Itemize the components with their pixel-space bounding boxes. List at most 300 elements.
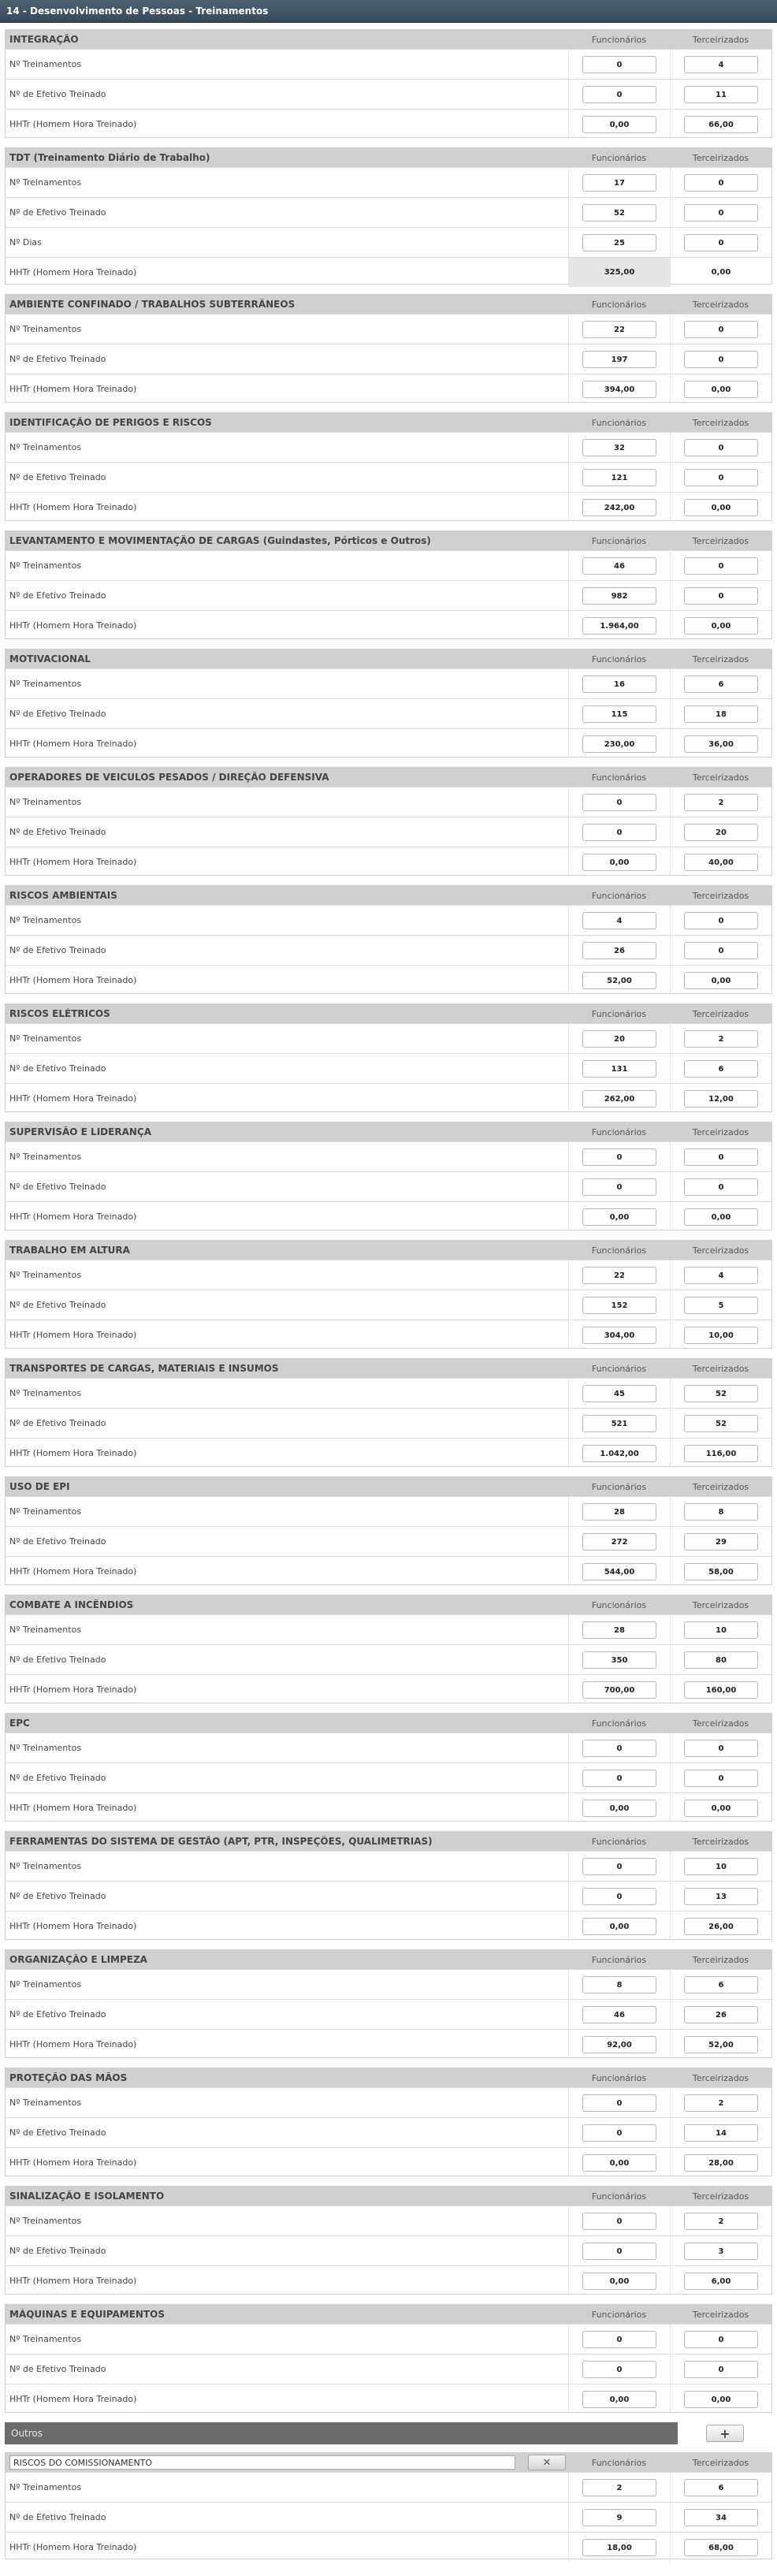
terceirizados-input[interactable]: 0 bbox=[684, 1740, 758, 1757]
funcionarios-cell bbox=[568, 611, 670, 640]
funcionarios-input[interactable]: 0 bbox=[582, 2094, 656, 2112]
terceirizados-input[interactable]: 68,00 bbox=[684, 2539, 758, 2556]
column-header-funcionarios: Funcionários bbox=[591, 152, 647, 163]
terceirizados-input[interactable]: 66,00 bbox=[684, 116, 758, 133]
column-header-funcionarios: Funcionários bbox=[591, 1718, 647, 1729]
terceirizados-cell bbox=[670, 787, 771, 817]
table-row bbox=[6, 1023, 771, 1053]
terceirizados-input[interactable]: 26,00 bbox=[684, 1918, 758, 1935]
funcionarios-input[interactable]: 1.042,00 bbox=[582, 1445, 656, 1462]
section-header bbox=[6, 30, 771, 49]
custom-rows bbox=[6, 2472, 771, 2562]
terceirizados-input[interactable]: 80 bbox=[684, 1651, 758, 1669]
funcionarios-cell bbox=[568, 2503, 670, 2532]
terceirizados-input[interactable]: 10 bbox=[684, 1858, 758, 1875]
table-row bbox=[6, 1408, 771, 1438]
terceirizados-cell bbox=[670, 50, 771, 79]
column-header-terceirizados: Terceirizados bbox=[692, 772, 749, 783]
funcionarios-cell bbox=[568, 2088, 670, 2117]
section-title: RISCOS AMBIENTAIS bbox=[9, 890, 117, 901]
section-header bbox=[6, 1122, 771, 1141]
funcionarios-input[interactable]: 0 bbox=[582, 1178, 656, 1196]
column-header-terceirizados: Terceirizados bbox=[692, 653, 749, 664]
terceirizados-input[interactable]: 40,00 bbox=[684, 854, 758, 871]
funcionarios-input[interactable]: 0,00 bbox=[582, 2391, 656, 2408]
funcionarios-input[interactable]: 700,00 bbox=[582, 1681, 656, 1699]
funcionarios-input[interactable]: 272 bbox=[582, 1533, 656, 1550]
terceirizados-input[interactable]: 18 bbox=[684, 705, 758, 723]
terceirizados-cell bbox=[670, 669, 771, 698]
terceirizados-input[interactable]: 26 bbox=[684, 2006, 758, 2023]
terceirizados-cell bbox=[670, 1320, 771, 1349]
funcionarios-input[interactable]: 22 bbox=[582, 321, 656, 338]
funcionarios-input[interactable]: 26 bbox=[582, 942, 656, 959]
table-row bbox=[6, 2029, 771, 2059]
terceirizados-input[interactable]: 0 bbox=[684, 557, 758, 575]
funcionarios-input[interactable]: 0 bbox=[582, 2124, 656, 2142]
funcionarios-input[interactable]: 350 bbox=[582, 1651, 656, 1669]
funcionarios-input[interactable]: 0 bbox=[582, 1148, 656, 1166]
terceirizados-cell bbox=[670, 463, 771, 492]
section-title: TRANSPORTES DE CARGAS, MATERIAIS E INSUMOS bbox=[9, 1363, 279, 1374]
terceirizados-input[interactable]: 20 bbox=[684, 824, 758, 841]
table-row bbox=[6, 2472, 771, 2502]
section-title: SUPERVISÃO E LIDERANÇA bbox=[9, 1126, 151, 1137]
funcionarios-input[interactable]: 0,00 bbox=[582, 1918, 656, 1935]
row-label: HHTr (Homem Hora Treinado) bbox=[9, 2542, 137, 2552]
funcionarios-cell bbox=[568, 2236, 670, 2265]
row-label: HHTr (Homem Hora Treinado) bbox=[9, 2394, 137, 2404]
funcionarios-input[interactable]: 28 bbox=[582, 1621, 656, 1639]
funcionarios-input[interactable]: 242,00 bbox=[582, 499, 656, 516]
training-section bbox=[5, 530, 772, 639]
funcionarios-cell bbox=[568, 1054, 670, 1083]
funcionarios-input[interactable]: 0,00 bbox=[582, 2273, 656, 2290]
terceirizados-input[interactable]: 52,00 bbox=[684, 2036, 758, 2053]
terceirizados-input[interactable]: 0 bbox=[684, 469, 758, 486]
funcionarios-input[interactable]: 121 bbox=[582, 469, 656, 486]
funcionarios-input[interactable]: 521 bbox=[582, 1415, 656, 1432]
terceirizados-input[interactable]: 0 bbox=[684, 321, 758, 338]
funcionarios-cell bbox=[568, 1142, 670, 1171]
funcionarios-input[interactable]: 197 bbox=[582, 351, 656, 368]
terceirizados-input[interactable]: 0 bbox=[684, 1770, 758, 1787]
terceirizados-input[interactable]: 10 bbox=[684, 1621, 758, 1639]
row-label: Nº de Efetivo Treinado bbox=[9, 1773, 106, 1783]
funcionarios-input[interactable]: 0 bbox=[582, 824, 656, 841]
terceirizados-input[interactable]: 160,00 bbox=[684, 1681, 758, 1699]
table-row bbox=[6, 1201, 771, 1231]
table-row bbox=[6, 109, 771, 139]
section-header bbox=[6, 1241, 771, 1260]
terceirizados-input[interactable]: 13 bbox=[684, 1888, 758, 1905]
table-row bbox=[6, 935, 771, 965]
terceirizados-input[interactable]: 34 bbox=[684, 2509, 758, 2526]
terceirizados-cell bbox=[670, 1172, 771, 1201]
column-header-terceirizados: Terceirizados bbox=[692, 2309, 749, 2320]
section-title: TDT (Treinamento Diário de Trabalho) bbox=[9, 152, 210, 163]
terceirizados-input[interactable]: 2 bbox=[684, 2094, 758, 2112]
funcionarios-cell bbox=[568, 1527, 670, 1556]
funcionarios-input[interactable]: 0 bbox=[582, 2213, 656, 2230]
funcionarios-input[interactable]: 394,00 bbox=[582, 381, 656, 398]
funcionarios-input[interactable]: 8 bbox=[582, 1976, 656, 1993]
column-header-terceirizados: Terceirizados bbox=[692, 152, 749, 163]
table-row bbox=[6, 2235, 771, 2265]
terceirizados-input[interactable]: 0 bbox=[684, 912, 758, 929]
terceirizados-cell bbox=[670, 1557, 771, 1586]
funcionarios-input[interactable]: 46 bbox=[582, 2006, 656, 2023]
funcionarios-input[interactable]: 17 bbox=[582, 174, 656, 192]
funcionarios-input[interactable]: 45 bbox=[582, 1385, 656, 1402]
table-row bbox=[6, 462, 771, 492]
funcionarios-input[interactable]: 32 bbox=[582, 439, 656, 456]
funcionarios-cell bbox=[568, 1409, 670, 1438]
funcionarios-input[interactable]: 152 bbox=[582, 1297, 656, 1314]
funcionarios-cell bbox=[568, 228, 670, 257]
funcionarios-cell bbox=[568, 2148, 670, 2177]
column-header-terceirizados: Terceirizados bbox=[692, 1481, 749, 1492]
terceirizados-cell bbox=[670, 1202, 771, 1231]
terceirizados-cell bbox=[670, 699, 771, 728]
terceirizados-input[interactable]: 8 bbox=[684, 1503, 758, 1521]
funcionarios-input[interactable]: 16 bbox=[582, 676, 656, 693]
terceirizados-input[interactable]: 0 bbox=[684, 1178, 758, 1196]
funcionarios-input[interactable]: 0 bbox=[582, 1770, 656, 1787]
terceirizados-input[interactable]: 0 bbox=[684, 2331, 758, 2348]
row-label: Nº Treinamentos bbox=[9, 2334, 82, 2344]
terceirizados-input[interactable]: 28,00 bbox=[684, 2154, 758, 2172]
training-section bbox=[5, 649, 772, 758]
section-title: INTEGRAÇÃO bbox=[9, 34, 79, 45]
column-header-funcionarios: Funcionários bbox=[591, 1126, 647, 1137]
column-header-terceirizados: Terceirizados bbox=[692, 2072, 749, 2083]
row-label: Nº de Efetivo Treinado bbox=[9, 1655, 106, 1665]
terceirizados-cell bbox=[670, 1763, 771, 1792]
terceirizados-cell bbox=[670, 1645, 771, 1674]
funcionarios-cell bbox=[568, 168, 670, 197]
funcionarios-input[interactable]: 544,00 bbox=[582, 1563, 656, 1580]
terceirizados-cell bbox=[670, 906, 771, 935]
funcionarios-input[interactable]: 92,00 bbox=[582, 2036, 656, 2053]
funcionarios-cell bbox=[568, 669, 670, 698]
terceirizados-input[interactable]: 0 bbox=[684, 587, 758, 605]
row-label: Nº de Efetivo Treinado bbox=[9, 207, 106, 218]
terceirizados-cell bbox=[670, 1260, 771, 1290]
funcionarios-input[interactable]: 0 bbox=[582, 2331, 656, 2348]
column-header-terceirizados: Terceirizados bbox=[692, 1126, 749, 1137]
column-header-terceirizados: Terceirizados bbox=[692, 1718, 749, 1729]
training-section bbox=[5, 1003, 772, 1112]
funcionarios-input[interactable]: 131 bbox=[582, 1060, 656, 1078]
table-row bbox=[6, 2354, 771, 2384]
funcionarios-cell bbox=[568, 1615, 670, 1644]
terceirizados-input[interactable]: 3 bbox=[684, 2243, 758, 2260]
terceirizados-input[interactable]: 0,00 bbox=[684, 617, 758, 635]
funcionarios-cell bbox=[568, 1202, 670, 1231]
funcionarios-input[interactable]: 0 bbox=[582, 2243, 656, 2260]
terceirizados-input[interactable]: 0 bbox=[684, 2361, 758, 2378]
terceirizados-input[interactable]: 0 bbox=[684, 204, 758, 221]
funcionarios-input[interactable]: 230,00 bbox=[582, 735, 656, 753]
terceirizados-cell bbox=[670, 2206, 771, 2235]
terceirizados-input[interactable]: 0,00 bbox=[684, 972, 758, 989]
terceirizados-input[interactable]: 0,00 bbox=[684, 2391, 758, 2408]
terceirizados-input[interactable]: 58,00 bbox=[684, 1563, 758, 1580]
section-header bbox=[6, 650, 771, 668]
funcionarios-input[interactable]: 0 bbox=[582, 1888, 656, 1905]
funcionarios-cell bbox=[568, 2355, 670, 2384]
funcionarios-input[interactable]: 0 bbox=[582, 56, 656, 73]
terceirizados-input[interactable]: 11 bbox=[684, 86, 758, 103]
terceirizados-input[interactable]: 52 bbox=[684, 1385, 758, 1402]
terceirizados-input[interactable]: 0 bbox=[684, 1148, 758, 1166]
table-row bbox=[6, 2265, 771, 2295]
section-header bbox=[6, 295, 771, 314]
funcionarios-cell bbox=[568, 463, 670, 492]
terceirizados-cell bbox=[670, 2148, 771, 2177]
funcionarios-input[interactable]: 9 bbox=[582, 2509, 656, 2526]
terceirizados-input[interactable]: 0 bbox=[684, 439, 758, 456]
row-label: HHTr (Homem Hora Treinado) bbox=[9, 1803, 137, 1813]
training-section bbox=[5, 1358, 772, 1467]
column-header-funcionarios: Funcionários bbox=[591, 890, 647, 901]
terceirizados-cell bbox=[670, 2030, 771, 2059]
funcionarios-input[interactable]: 0 bbox=[582, 86, 656, 103]
terceirizados-input[interactable]: 0,00 bbox=[684, 1208, 758, 1226]
row-label: HHTr (Homem Hora Treinado) bbox=[9, 267, 137, 277]
column-header-terceirizados: Terceirizados bbox=[692, 1245, 749, 1256]
row-label: Nº Treinamentos bbox=[9, 797, 82, 807]
terceirizados-cell bbox=[670, 2325, 771, 2354]
table-row bbox=[6, 432, 771, 462]
terceirizados-input[interactable]: 4 bbox=[684, 56, 758, 73]
terceirizados-input[interactable]: 6 bbox=[684, 2479, 758, 2496]
funcionarios-input[interactable]: 0,00 bbox=[582, 1800, 656, 1817]
terceirizados-input[interactable]: 6,00 bbox=[684, 2273, 758, 2290]
terceirizados-input[interactable]: 29 bbox=[684, 1533, 758, 1550]
training-section bbox=[5, 2068, 772, 2176]
terceirizados-input[interactable]: 14 bbox=[684, 2124, 758, 2142]
funcionarios-cell bbox=[568, 2325, 670, 2354]
funcionarios-input[interactable]: 52 bbox=[582, 204, 656, 221]
funcionarios-input[interactable]: 0 bbox=[582, 2361, 656, 2378]
funcionarios-cell bbox=[568, 80, 670, 109]
table-row bbox=[6, 610, 771, 640]
section-header bbox=[6, 413, 771, 432]
funcionarios-input[interactable]: 0 bbox=[582, 1740, 656, 1757]
table-row bbox=[6, 1260, 771, 1290]
column-header-funcionarios: Funcionários bbox=[591, 2191, 647, 2202]
terceirizados-input[interactable]: 0 bbox=[684, 234, 758, 251]
column-header-terceirizados: Terceirizados bbox=[692, 1008, 749, 1019]
table-row bbox=[6, 1911, 771, 1941]
row-label: HHTr (Homem Hora Treinado) bbox=[9, 2039, 137, 2049]
terceirizados-input[interactable]: 2 bbox=[684, 2213, 758, 2230]
table-row bbox=[6, 314, 771, 344]
column-header-terceirizados: Terceirizados bbox=[692, 1836, 749, 1847]
funcionarios-input[interactable]: 18,00 bbox=[582, 2539, 656, 2556]
table-row bbox=[6, 847, 771, 877]
funcionarios-input[interactable]: 0 bbox=[582, 794, 656, 811]
terceirizados-input[interactable]: 116,00 bbox=[684, 1445, 758, 1462]
column-header-terceirizados: Terceirizados bbox=[692, 2457, 749, 2468]
funcionarios-cell bbox=[568, 315, 670, 344]
column-header-funcionarios: Funcionários bbox=[591, 2072, 647, 2083]
table-row bbox=[6, 1141, 771, 1171]
terceirizados-cell bbox=[670, 729, 771, 758]
terceirizados-input[interactable]: 0 bbox=[684, 351, 758, 368]
terceirizados-cell bbox=[670, 1497, 771, 1526]
terceirizados-cell bbox=[670, 1024, 771, 1053]
training-section bbox=[5, 147, 772, 285]
funcionarios-cell bbox=[568, 581, 670, 610]
terceirizados-cell bbox=[670, 1409, 771, 1438]
row-label: Nº de Efetivo Treinado bbox=[9, 1891, 106, 1901]
table-row bbox=[6, 1438, 771, 1468]
row-label: Nº Treinamentos bbox=[9, 1033, 82, 1044]
row-label: Nº de Efetivo Treinado bbox=[9, 945, 106, 955]
funcionarios-cell bbox=[568, 258, 670, 287]
table-row bbox=[6, 728, 771, 758]
terceirizados-input[interactable]: 4 bbox=[684, 1267, 758, 1284]
funcionarios-input[interactable]: 2 bbox=[582, 2479, 656, 2496]
funcionarios-cell bbox=[568, 2533, 670, 2562]
terceirizados-cell bbox=[670, 258, 771, 287]
funcionarios-input[interactable]: 0,00 bbox=[582, 2154, 656, 2172]
terceirizados-input[interactable]: 10,00 bbox=[684, 1327, 758, 1344]
table-row bbox=[6, 1644, 771, 1674]
section-header bbox=[6, 768, 771, 787]
terceirizados-cell bbox=[670, 2473, 771, 2502]
row-label: Nº de Efetivo Treinado bbox=[9, 590, 106, 601]
row-label: HHTr (Homem Hora Treinado) bbox=[9, 384, 137, 394]
terceirizados-cell bbox=[670, 2118, 771, 2147]
funcionarios-input[interactable]: 982 bbox=[582, 587, 656, 605]
terceirizados-input[interactable]: 52 bbox=[684, 1415, 758, 1432]
terceirizados-input[interactable]: 2 bbox=[684, 794, 758, 811]
training-section bbox=[5, 1122, 772, 1230]
column-header-funcionarios: Funcionários bbox=[591, 1954, 647, 1965]
row-label: Nº Treinamentos bbox=[9, 1388, 82, 1398]
row-label: Nº de Efetivo Treinado bbox=[9, 1300, 106, 1310]
terceirizados-input[interactable]: 2 bbox=[684, 1030, 758, 1048]
column-header-funcionarios: Funcionários bbox=[591, 2457, 647, 2468]
funcionarios-cell bbox=[568, 1970, 670, 1999]
row-label: HHTr (Homem Hora Treinado) bbox=[9, 1921, 137, 1931]
terceirizados-input[interactable]: 36,00 bbox=[684, 735, 758, 753]
row-label: Nº Treinamentos bbox=[9, 1625, 82, 1635]
funcionarios-input[interactable]: 20 bbox=[582, 1030, 656, 1048]
table-row bbox=[6, 2532, 771, 2562]
terceirizados-cell bbox=[670, 374, 771, 404]
section-header bbox=[6, 886, 771, 905]
section-header bbox=[6, 1359, 771, 1378]
terceirizados-cell bbox=[670, 168, 771, 197]
funcionarios-input[interactable]: 0 bbox=[582, 1858, 656, 1875]
section-title: IDENTIFICAÇÃO DE PERIGOS E RISCOS bbox=[9, 417, 212, 428]
column-header-terceirizados: Terceirizados bbox=[692, 890, 749, 901]
funcionarios-cell bbox=[568, 2000, 670, 2029]
funcionarios-cell bbox=[568, 1379, 670, 1408]
terceirizados-cell bbox=[670, 80, 771, 109]
row-label: Nº Treinamentos bbox=[9, 1506, 82, 1517]
table-row bbox=[6, 167, 771, 197]
terceirizados-input[interactable]: 0 bbox=[684, 174, 758, 192]
table-row bbox=[6, 965, 771, 995]
column-header-terceirizados: Terceirizados bbox=[692, 299, 749, 310]
funcionarios-input[interactable]: 0,00 bbox=[582, 116, 656, 133]
funcionarios-cell bbox=[568, 2206, 670, 2235]
funcionarios-cell bbox=[568, 2030, 670, 2059]
terceirizados-cell bbox=[670, 198, 771, 227]
remove-training-button[interactable] bbox=[528, 2455, 566, 2470]
terceirizados-input[interactable]: 6 bbox=[684, 676, 758, 693]
training-name-input[interactable]: RISCOS DO COMISSIONAMENTO bbox=[9, 2455, 515, 2470]
terceirizados-input[interactable]: 0,00 bbox=[684, 499, 758, 516]
row-label: HHTr (Homem Hora Treinado) bbox=[9, 1684, 137, 1695]
terceirizados-cell bbox=[670, 493, 771, 522]
add-other-training-button[interactable]: + bbox=[706, 2425, 744, 2442]
funcionarios-input[interactable]: 304,00 bbox=[582, 1327, 656, 1344]
row-label: Nº Treinamentos bbox=[9, 59, 82, 69]
terceirizados-input[interactable]: 0,00 bbox=[684, 381, 758, 398]
table-row bbox=[6, 1378, 771, 1408]
row-label: HHTr (Homem Hora Treinado) bbox=[9, 1212, 137, 1222]
funcionarios-input[interactable]: 262,00 bbox=[582, 1090, 656, 1107]
table-row bbox=[6, 1969, 771, 1999]
terceirizados-input[interactable]: 5 bbox=[684, 1297, 758, 1314]
funcionarios-cell bbox=[568, 198, 670, 227]
funcionarios-input[interactable]: 28 bbox=[582, 1503, 656, 1521]
funcionarios-input[interactable]: 22 bbox=[582, 1267, 656, 1284]
funcionarios-input[interactable]: 46 bbox=[582, 557, 656, 575]
terceirizados-cell bbox=[670, 2503, 771, 2532]
terceirizados-input[interactable]: 6 bbox=[684, 1976, 758, 1993]
funcionarios-cell bbox=[568, 1675, 670, 1704]
row-label: HHTr (Homem Hora Treinado) bbox=[9, 739, 137, 749]
funcionarios-input[interactable]: 1.964,00 bbox=[582, 617, 656, 635]
funcionarios-input[interactable]: 0,00 bbox=[582, 854, 656, 871]
funcionarios-input[interactable]: 52,00 bbox=[582, 972, 656, 989]
training-section bbox=[5, 412, 772, 521]
terceirizados-input[interactable]: 6 bbox=[684, 1060, 758, 1078]
funcionarios-cell bbox=[568, 699, 670, 728]
funcionarios-input[interactable]: 115 bbox=[582, 705, 656, 723]
terceirizados-cell bbox=[670, 1675, 771, 1704]
table-row bbox=[6, 668, 771, 698]
column-header-funcionarios: Funcionários bbox=[591, 1836, 647, 1847]
table-row bbox=[6, 817, 771, 847]
training-section bbox=[5, 2304, 772, 2413]
funcionarios-input[interactable]: 0,00 bbox=[582, 1208, 656, 1226]
terceirizados-input[interactable]: 12,00 bbox=[684, 1090, 758, 1107]
row-label: Nº Treinamentos bbox=[9, 1152, 82, 1162]
table-row bbox=[6, 1053, 771, 1083]
terceirizados-cell bbox=[670, 433, 771, 462]
table-row bbox=[6, 580, 771, 610]
terceirizados-cell bbox=[670, 344, 771, 374]
column-header-funcionarios: Funcionários bbox=[591, 2309, 647, 2320]
funcionarios-cell bbox=[568, 847, 670, 877]
column-header-funcionarios: Funcionários bbox=[591, 1245, 647, 1256]
terceirizados-input[interactable]: 0,00 bbox=[684, 1800, 758, 1817]
terceirizados-input[interactable]: 0 bbox=[684, 942, 758, 959]
funcionarios-input[interactable]: 4 bbox=[582, 912, 656, 929]
table-row bbox=[6, 2206, 771, 2235]
funcionarios-input[interactable]: 25 bbox=[582, 234, 656, 251]
terceirizados-cell bbox=[670, 1290, 771, 1320]
